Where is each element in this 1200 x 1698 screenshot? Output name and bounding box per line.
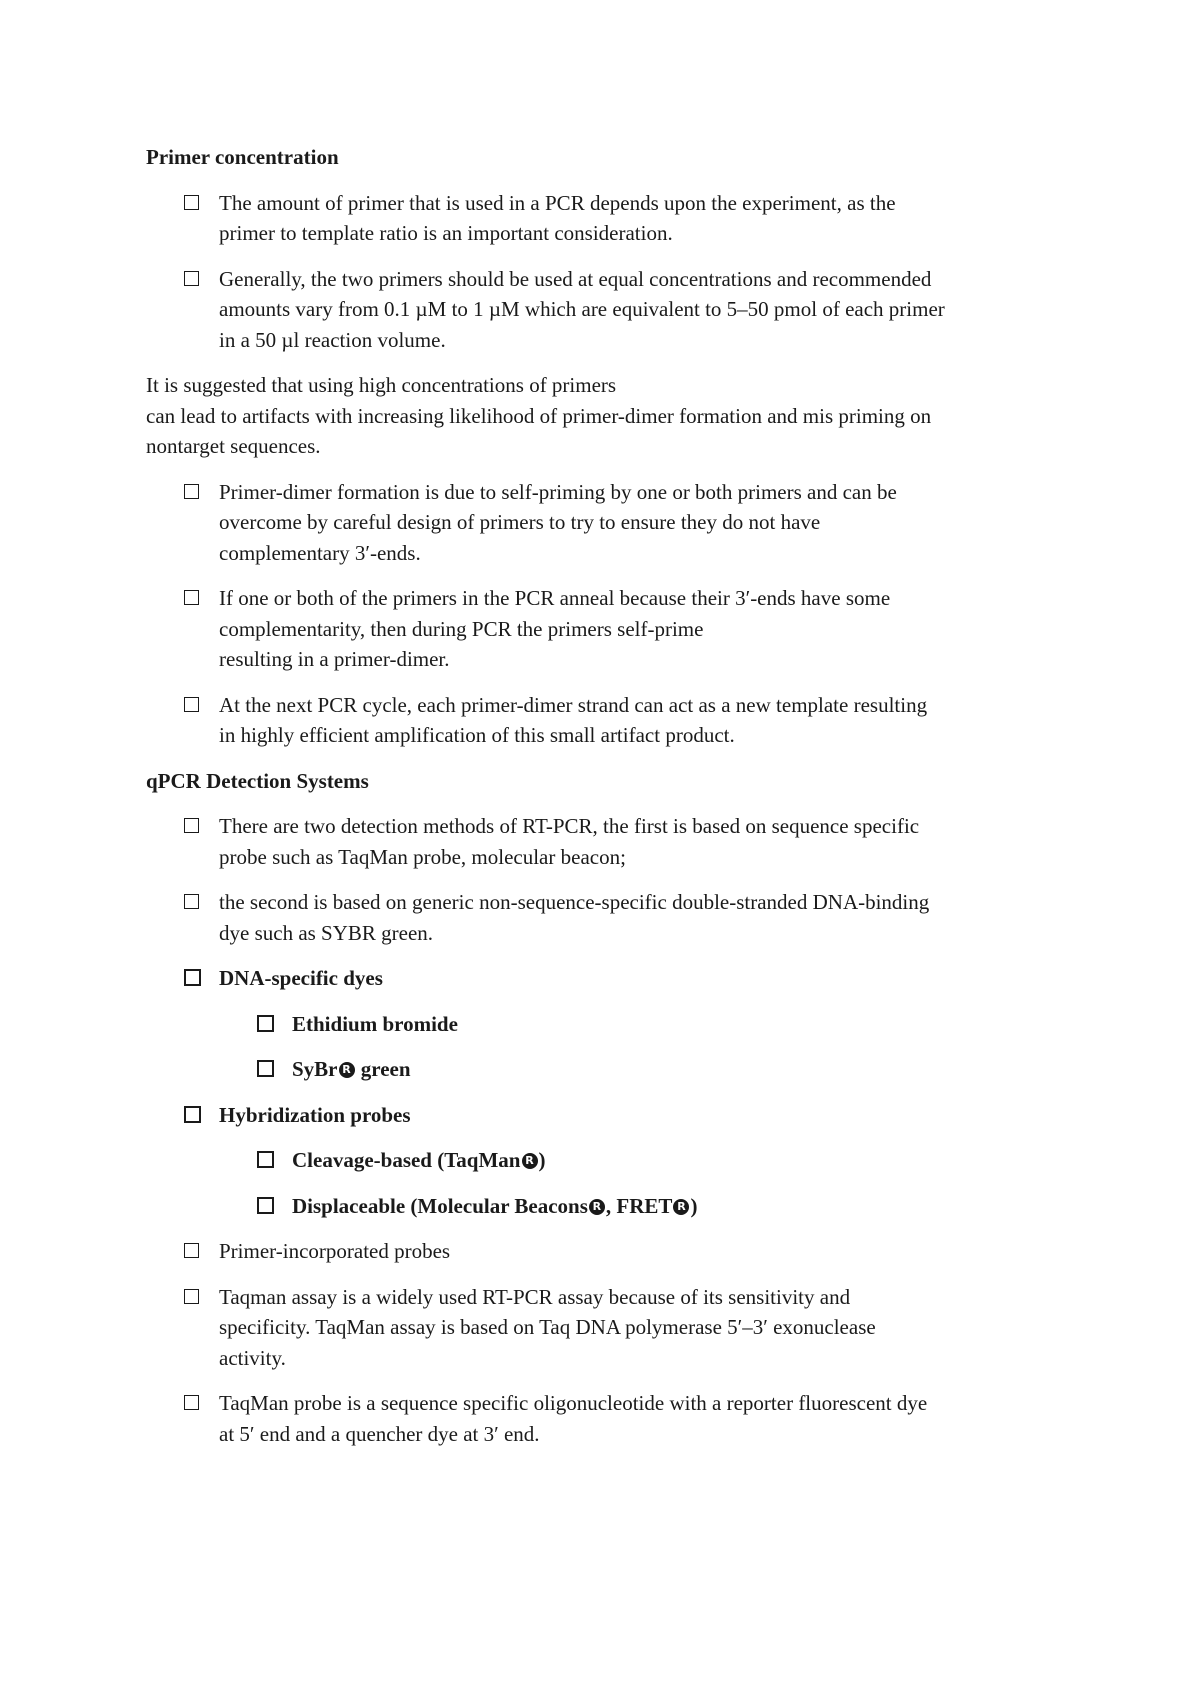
checkbox-square-icon: [184, 818, 199, 833]
text-line: specificity. TaqMan assay is based on Taq DNA polymerase 5′–3′ exonuclease: [219, 1315, 876, 1339]
bullet-next-pcr-cycle: [146, 690, 1076, 751]
text-line: nontarget sequences.: [146, 434, 321, 458]
text-line: amounts vary from 0.1 µM to 1 µM which are equivalent to 5–50 pmol of each primer: [219, 297, 945, 321]
text-line: dye such as SYBR green.: [219, 920, 434, 945]
item-label-post: ): [690, 1193, 698, 1218]
checkbox-square-icon: [184, 1289, 199, 1304]
heading-primer-concentration: Primer concentration: [146, 145, 339, 169]
text-line: The amount of primer that is used in a PCR depends upon the experiment, as the: [219, 190, 896, 215]
text-line: Taqman assay is a widely used RT-PCR assay because of its sensitivity and: [219, 1284, 851, 1309]
checkbox-square-icon: [257, 1015, 274, 1032]
bullet-taqman-probe: [146, 1388, 1076, 1449]
item-label-pre: SyBr: [292, 1057, 338, 1081]
text-line: TaqMan probe is a sequence specific oligonucleotide with a reporter fluorescent dye: [219, 1391, 928, 1415]
text-line: primer to template ratio is an important consideration.: [219, 221, 673, 245]
text-line: resulting in a primer-dimer.: [219, 647, 450, 671]
checkbox-square-icon: [257, 1060, 274, 1077]
checkbox-square-icon: [257, 1197, 274, 1214]
text-line: complementarity, then during PCR the primers self-prime: [219, 616, 704, 641]
bullet-primer-amount: [146, 188, 1076, 249]
bullet-dna-specific-dyes: [146, 963, 1076, 994]
item-label: Hybridization probes: [219, 1102, 411, 1127]
bullet-primer-dimer-formation: [146, 477, 1076, 569]
checkbox-square-icon: [257, 1151, 274, 1168]
bullet-primers-anneal: [146, 583, 1076, 675]
item-label: Ethidium bromide: [292, 1011, 458, 1036]
checkbox-square-icon: [184, 697, 199, 712]
text-line: activity.: [219, 1345, 286, 1370]
checkbox-square-icon: [184, 271, 199, 286]
text-line: At the next PCR cycle, each primer-dimer strand can act as a new template resulting: [219, 692, 928, 717]
bullet-generic-dye: [146, 887, 1076, 948]
checkbox-square-icon: [184, 484, 199, 499]
paragraph-high-concentrations: [146, 370, 1076, 462]
text-line: at 5′ end and a quencher dye at 3′ end.: [219, 1421, 540, 1446]
text-line: There are two detection methods of RT-PCR, the first is based on sequence specific: [219, 814, 920, 838]
item-label-pre: Cleavage-based (TaqMan: [292, 1148, 521, 1172]
item-label-post: ): [538, 1148, 546, 1172]
text-line: It is suggested that using high concentrations of primers: [146, 373, 617, 397]
registered-mark-icon: R: [589, 1199, 605, 1215]
text-line: the second is based on generic non-sequence-specific double-stranded DNA-binding: [219, 890, 930, 914]
document-page: [146, 142, 1076, 1464]
bullet-hybridization-probes: [146, 1100, 1076, 1131]
text-line: If one or both of the primers in the PCR anneal because their 3′-ends have some: [219, 586, 891, 610]
text-line: overcome by careful design of primers to try to ensure they do not have: [219, 510, 821, 534]
text-line: probe such as TaqMan probe, molecular beacon;: [219, 844, 626, 869]
bullet-equal-concentrations: [146, 264, 1076, 356]
registered-mark-icon: R: [339, 1062, 355, 1078]
subbullet-displaceable: [146, 1191, 1076, 1222]
text-line: Generally, the two primers should be used at equal concentrations and recommended: [219, 266, 932, 291]
registered-mark-icon: R: [522, 1153, 538, 1169]
bullet-taqman-assay: [146, 1282, 1076, 1374]
item-label-mid: , FRET: [605, 1193, 673, 1218]
bullet-two-detection-methods: [146, 811, 1076, 872]
checkbox-square-icon: [184, 195, 199, 210]
subbullet-ethidium-bromide: [146, 1009, 1076, 1040]
checkbox-square-icon: [184, 590, 199, 605]
item-label-post: green: [355, 1057, 411, 1081]
checkbox-square-icon: [184, 894, 199, 909]
subbullet-sybr-green: [146, 1054, 1076, 1085]
registered-mark-icon: R: [673, 1199, 689, 1215]
checkbox-square-icon: [184, 1395, 199, 1410]
bullet-primer-incorporated-probes: [146, 1236, 1076, 1267]
text-line: complementary 3′-ends.: [219, 540, 421, 565]
checkbox-square-icon: [184, 969, 201, 986]
text-line: Primer-dimer formation is due to self-priming by one or both primers and can be: [219, 479, 897, 504]
checkbox-square-icon: [184, 1243, 199, 1258]
checkbox-square-icon: [184, 1106, 201, 1123]
text-line: can lead to artifacts with increasing likelihood of primer-dimer formation and mis priming on: [146, 403, 932, 428]
text-line: in a 50 µl reaction volume.: [219, 327, 446, 352]
item-label: DNA-specific dyes: [219, 966, 383, 990]
subbullet-cleavage-based: [146, 1145, 1076, 1176]
heading-qpcr-detection-systems: qPCR Detection Systems: [146, 768, 369, 793]
item-label-pre: Displaceable (Molecular Beacons: [292, 1193, 588, 1218]
item-label: Primer-incorporated probes: [219, 1239, 451, 1263]
text-line: in highly efficient amplification of this small artifact product.: [219, 723, 735, 747]
